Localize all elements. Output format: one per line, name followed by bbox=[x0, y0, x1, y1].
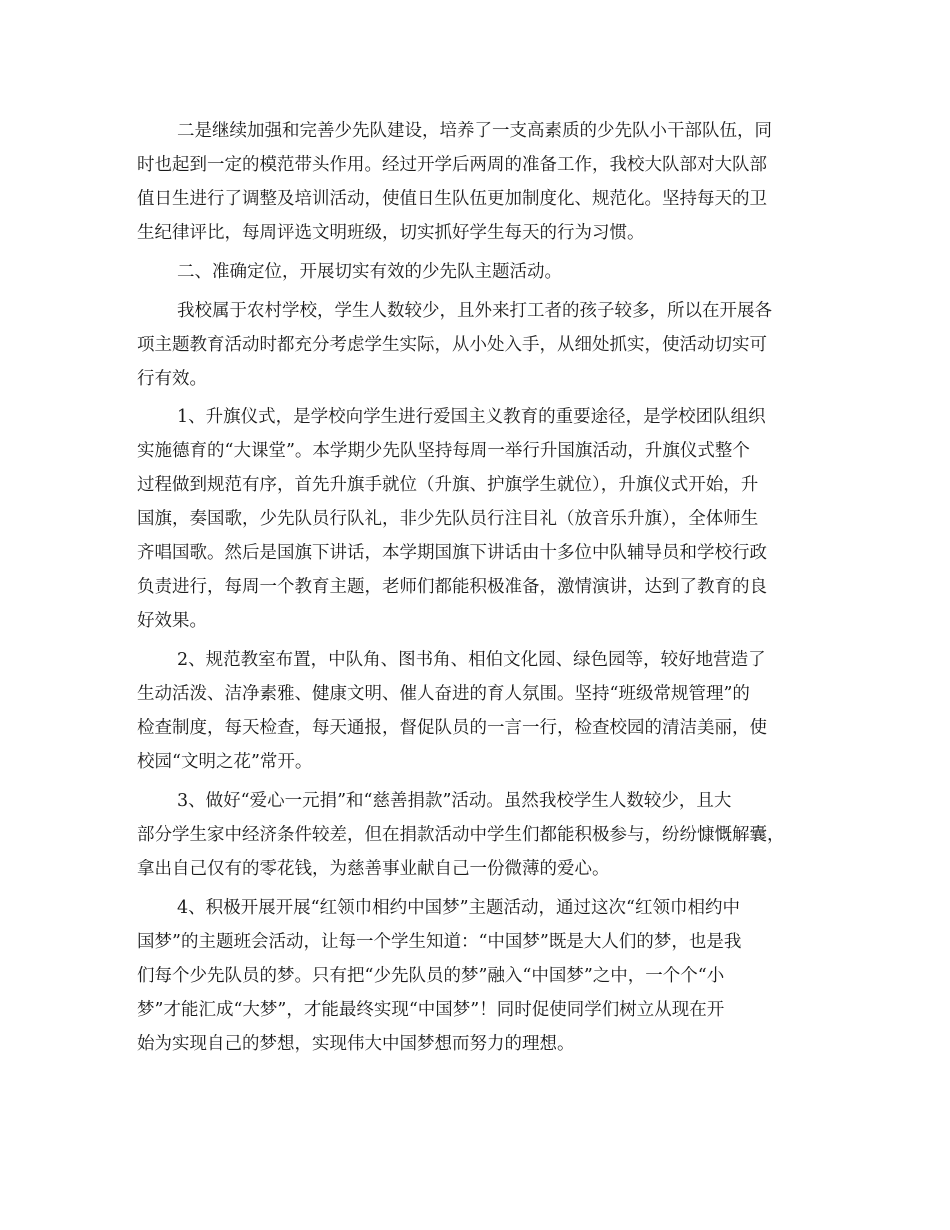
text-line: 3、做好“爱心一元捐”和“慈善捐款”活动。虽然我校学生人数较少，且大 bbox=[177, 791, 732, 811]
text-line: 拿出自己仅有的零花钱，为慈善事业献自己一份微薄的爱心。 bbox=[137, 859, 610, 879]
text-line: 值日生进行了调整及培训活动，使值日生队伍更加制度化、规范化。坚持每天的卫 bbox=[137, 189, 767, 209]
text-line: 负责进行，每周一个教育主题，老师们都能积极准备，激情演讲，达到了教育的良 bbox=[137, 577, 767, 597]
text-line: 齐唱国歌。然后是国旗下讲话，本学期国旗下讲话由十多位中队辅导员和学校行政 bbox=[137, 543, 767, 563]
text-line: 检查制度，每天检查，每天通报，督促队员的一言一行，检查校园的清洁美丽，使 bbox=[137, 718, 767, 738]
text-line: 项主题教育活动时都充分考虑学生实际，从小处入手，从细处抓实，使活动切实可 bbox=[137, 335, 767, 355]
text-line: 们每个少先队员的梦。只有把“少先队员的梦”融入“中国梦”之中，一个个“小 bbox=[137, 966, 725, 986]
section-heading: 二、准确定位，开展切实有效的少先队主题活动。 bbox=[177, 262, 562, 282]
text-line: 实施德育的“大课堂”。本学期少先队坚持每周一举行升国旗活动，升旗仪式整个 bbox=[137, 441, 750, 461]
text-line: 始为实现自己的梦想，实现伟大中国梦想而努力的理想。 bbox=[137, 1034, 575, 1054]
text-line: 4、积极开展开展“红领巾相约中国梦”主题活动，通过这次“红领巾相约中 bbox=[177, 898, 740, 918]
text-line: 校园“文明之花”常开。 bbox=[137, 752, 313, 772]
text-line: 国梦”的主题班会活动，让每一个学生知道：“中国梦”既是大人们的梦，也是我 bbox=[137, 932, 742, 952]
text-line: 1、升旗仪式，是学校向学生进行爱国主义教育的重要途径，是学校团队组织 bbox=[177, 407, 766, 427]
text-line: 我校属于农村学校，学生人数较少，且外来打工者的孩子较多，所以在开展各 bbox=[177, 301, 772, 321]
text-line: 二是继续加强和完善少先队建设，培养了一支高素质的少先队小干部队伍，同 bbox=[177, 121, 772, 141]
text-line: 过程做到规范有序，首先升旗手就位（升旗、护旗学生就位），升旗仪式开始，升 bbox=[137, 475, 759, 495]
text-line: 生动活泼、洁净素雅、健康文明、催人奋进的育人氛围。坚持“班级常规管理”的 bbox=[137, 684, 750, 704]
text-line: 2、规范教室布置，中队角、图书角、相伯文化园、绿色园等，较好地营造了 bbox=[177, 650, 766, 670]
text-line: 国旗，奏国歌，少先队员行队礼，非少先队员行注目礼（放音乐升旗），全体师生 bbox=[137, 509, 759, 529]
text-line: 行有效。 bbox=[137, 369, 207, 389]
text-line: 时也起到一定的模范带头作用。经过开学后两周的准备工作，我校大队部对大队部 bbox=[137, 155, 767, 175]
text-line: 好效果。 bbox=[137, 611, 207, 631]
text-line: 部分学生家中经济条件较差，但在捐款活动中学生们都能积极参与，纷纷慷慨解囊， bbox=[137, 825, 785, 845]
text-line: 生纪律评比，每周评选文明班级，切实抓好学生每天的行为习惯。 bbox=[137, 223, 645, 243]
text-line: 梦”才能汇成“大梦”，才能最终实现“中国梦”！同时促使同学们树立从现在开 bbox=[137, 1000, 725, 1020]
